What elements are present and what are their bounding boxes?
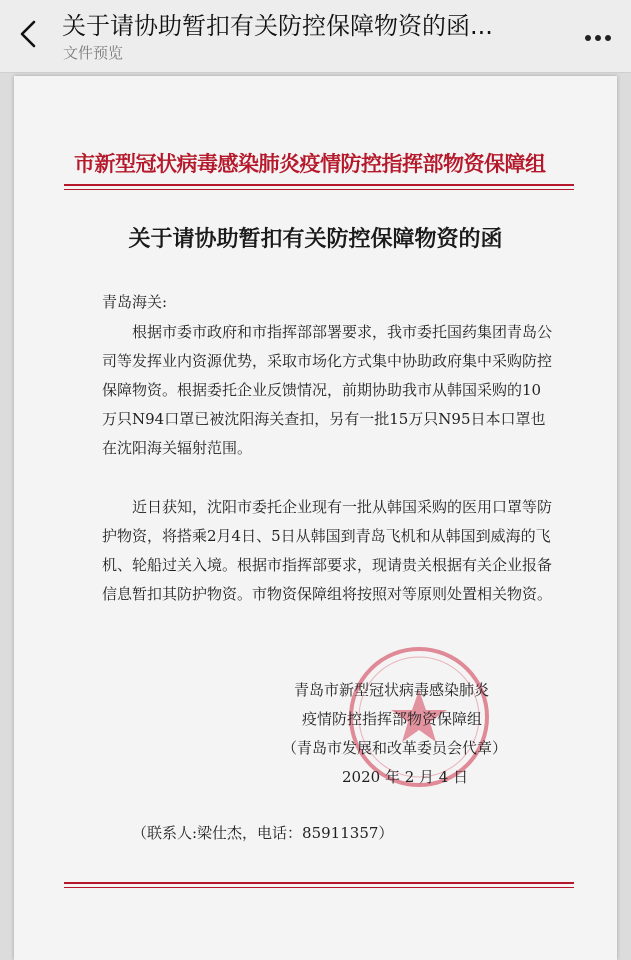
letter-title: 关于请协助暂扣有关防控保障物资的函 [128, 226, 503, 252]
red-divider-thin [64, 189, 574, 190]
document-page [14, 76, 617, 960]
paragraph-1: 根据市委市政府和市指挥部部署要求，我市委托国药集团青岛公司等发挥业内资源优势，采取市场化方式集中协助政府集中采购防控保障物资。根据委托企业反馈情况，前期协助我市从韩国采购的10万只N94口罩已被沈阳海关查扣，另有一批15万只N95日本口罩也在沈阳海关辐射范围。 [102, 323, 553, 457]
contact-info: （联系人:梁仕杰，电话：85911357） [132, 824, 394, 842]
signature-line-2: 疫情防控指挥部物资保障组 [302, 710, 483, 728]
signature-block [264, 676, 564, 792]
signature-date: 2020 年 2 月 4 日 [342, 768, 469, 786]
more-dots-icon[interactable] [583, 26, 615, 46]
preview-subtitle: 文件预览 [63, 44, 124, 62]
salutation: 青岛海关: [102, 293, 168, 311]
red-divider-bottom [64, 882, 574, 884]
signature-line-3: （青岛市发展和改革委员会代章） [282, 739, 508, 757]
dot-icon [595, 35, 601, 41]
red-divider-bottom-thin [64, 887, 574, 888]
dot-icon [585, 35, 591, 41]
signature-line-1: 青岛市新型冠状病毒感染肺炎 [294, 681, 490, 699]
top-app-bar [0, 0, 631, 73]
paragraph-2: 近日获知，沈阳市委托企业现有一批从韩国采购的医用口罩等防护物资，将搭乘2月4日、5日从韩国到青岛飞机和从韩国到威海的飞机、轮船过关入境。根据市指挥部要求，现请贵关根据有关企业报备信息暂扣其防护物资。市物资保障组将按照对等原则处置相关物资。 [102, 498, 553, 603]
document-title: 关于请协助暂扣有关防控保障物资的函... [62, 12, 493, 40]
dot-icon [605, 35, 611, 41]
back-chevron-icon[interactable] [16, 18, 40, 50]
org-header: 市新型冠状病毒感染肺炎疫情防控指挥部物资保障组 [74, 151, 546, 176]
red-divider [64, 184, 574, 186]
